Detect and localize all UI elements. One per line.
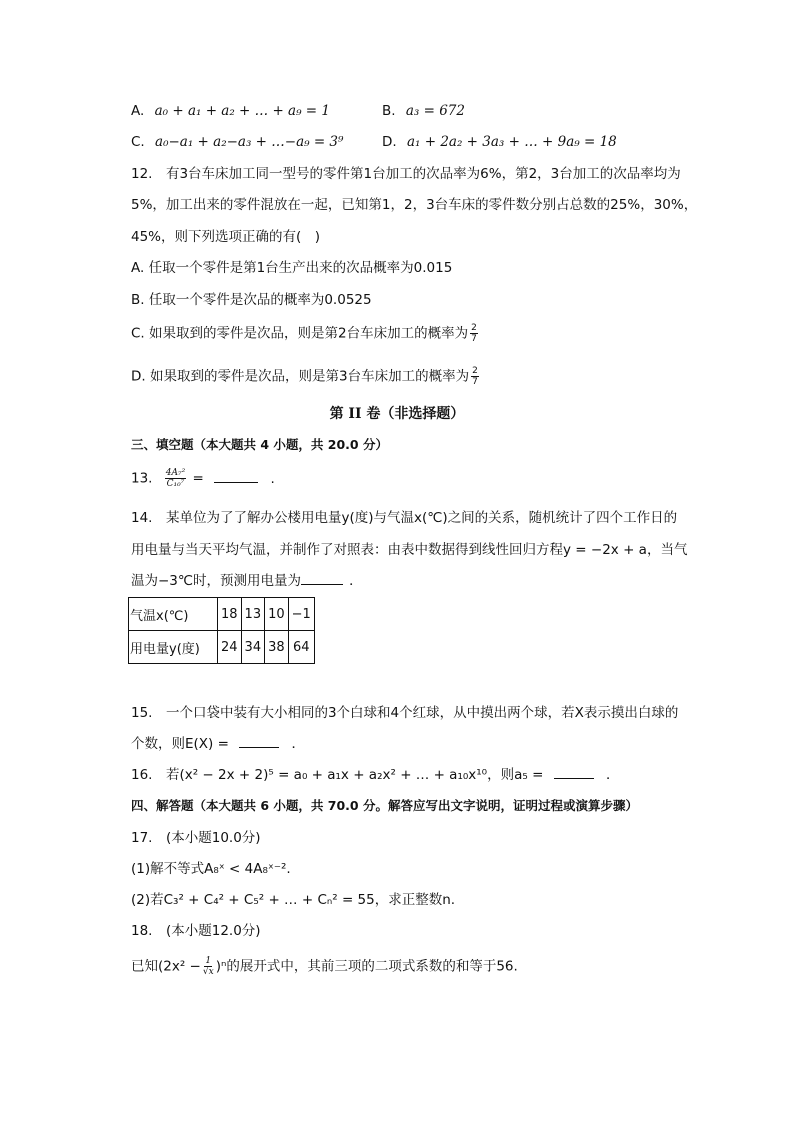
- table-row: [129, 631, 315, 664]
- temperature-usage-table: [128, 597, 315, 664]
- section-four-heading: 四、解答题（本大题共 6 小题，共 70.0 分。解答应写出文字说明，证明过程或演算步骤）: [131, 798, 638, 813]
- table-cell: 18: [218, 598, 242, 631]
- q11-option-a: A. a₀ + a₁ + a₂ + … + a₉ = 1: [131, 103, 330, 119]
- table-cell: 64: [288, 631, 314, 664]
- answer-blank[interactable]: [214, 470, 258, 483]
- q11-option-d: D. a₁ + 2a₂ + 3a₃ + … + 9a₉ = 18: [382, 134, 617, 150]
- q12-option-b: B. 任取一个零件是次品的概率为0.0525: [131, 292, 372, 308]
- answer-blank[interactable]: [554, 766, 594, 779]
- q15-line-1: 15. 一个口袋中装有大小相同的3个白球和4个红球，从中摸出两个球，若X表示摸出白球的: [131, 705, 679, 721]
- table-cell: 34: [241, 631, 265, 664]
- q13-fraction: $\frac{\text{4A₇²}}{\text{C₁₀⁷}}$: [165, 468, 186, 489]
- q15-line-2: 个数，则E(X) = ．: [131, 736, 306, 752]
- q12-option-c: C. 如果取到的零件是次品，则是第2台车床加工的概率为 $\frac{2}{7}$: [131, 323, 477, 344]
- answer-blank[interactable]: [239, 735, 279, 748]
- table-row-header: 气温x(℃): [129, 598, 218, 631]
- q11-option-b-expr: a₃ = 672: [405, 103, 465, 119]
- q13: 13. $\frac{\text{4A₇²}}{\text{C₁₀⁷}}$ = .: [131, 468, 275, 489]
- q18-fraction: $\frac{1}{√x}$: [202, 956, 214, 977]
- q12-stem-line-2: 5%，加工出来的零件混放在一起，已知第1，2，3台车床的零件数分别占总数的25%，30%，: [131, 197, 698, 213]
- q14-line-1: 14. 某单位为了了解办公楼用电量y(度)与气温x(℃)之间的关系，随机统计了四个工作日的: [131, 510, 678, 526]
- q14-line-3: 温为−3℃时，预测用电量为 ．: [131, 573, 363, 589]
- answer-blank[interactable]: [301, 572, 343, 585]
- q14-line-2: 用电量与当天平均气温，并制作了对照表：由表中数据得到线性回归方程y = −2x + a，当气: [131, 542, 688, 558]
- section-three-heading: 三、填空题（本大题共 4 小题，共 20.0 分）: [131, 437, 388, 452]
- table-cell: 24: [218, 631, 242, 664]
- table-cell: 10: [265, 598, 289, 631]
- q17-part-2: (2)若C₃² + C₄² + C₅² + … + Cₙ² = 55，求正整数n.: [131, 892, 456, 908]
- table-row-header: 用电量y(度): [129, 631, 218, 664]
- q11-option-c: C. a₀−a₁ + a₂−a₃ + …−a₉ = 3⁹: [131, 134, 344, 150]
- table-cell: 13: [241, 598, 265, 631]
- q12-stem-line-1: 12. 有3台车床加工同一型号的零件第1台加工的次品率为6%，第2，3台加工的次品率均为: [131, 166, 681, 182]
- q18-header: 18. (本小题12.0分): [131, 923, 261, 939]
- q12-stem-line-3: 45%，则下列选项正确的有( ): [131, 229, 321, 245]
- q12-option-a: A. 任取一个零件是第1台生产出来的次品概率为0.015: [131, 260, 453, 276]
- q11-option-d-expr: a₁ + 2a₂ + 3a₃ + … + 9a₉ = 18: [406, 134, 617, 150]
- q17-header: 17. (本小题10.0分): [131, 830, 261, 846]
- q16: 16. 若(x² − 2x + 2)⁵ = a₀ + a₁x + a₂x² + … + a₁₀x¹⁰，则a₅ = ．: [131, 767, 620, 783]
- q11-option-a-expr: a₀ + a₁ + a₂ + … + a₉ = 1: [154, 103, 330, 119]
- q18-text: 已知(2x² − $\frac{1}{√x}$ )ⁿ的展开式中，其前三项的二项式系数的和等于56.: [131, 956, 518, 977]
- fraction: $\frac{2}{7}$: [472, 366, 478, 387]
- q17-part-1: (1)解不等式A₈ˣ < 4A₈ˣ⁻².: [131, 861, 291, 877]
- q11-option-b: B. a₃ = 672: [382, 103, 465, 119]
- part-two-title: 第 II 卷（非选择题）: [329, 406, 465, 422]
- table-cell: 38: [265, 631, 289, 664]
- table-cell: −1: [288, 598, 314, 631]
- table-row: [129, 598, 315, 631]
- q12-option-d: D. 如果取到的零件是次品，则是第3台车床加工的概率为 $\frac{2}{7}$: [131, 366, 478, 387]
- fraction: $\frac{2}{7}$: [471, 323, 477, 344]
- q11-option-c-expr: a₀−a₁ + a₂−a₃ + …−a₉ = 3⁹: [155, 134, 344, 150]
